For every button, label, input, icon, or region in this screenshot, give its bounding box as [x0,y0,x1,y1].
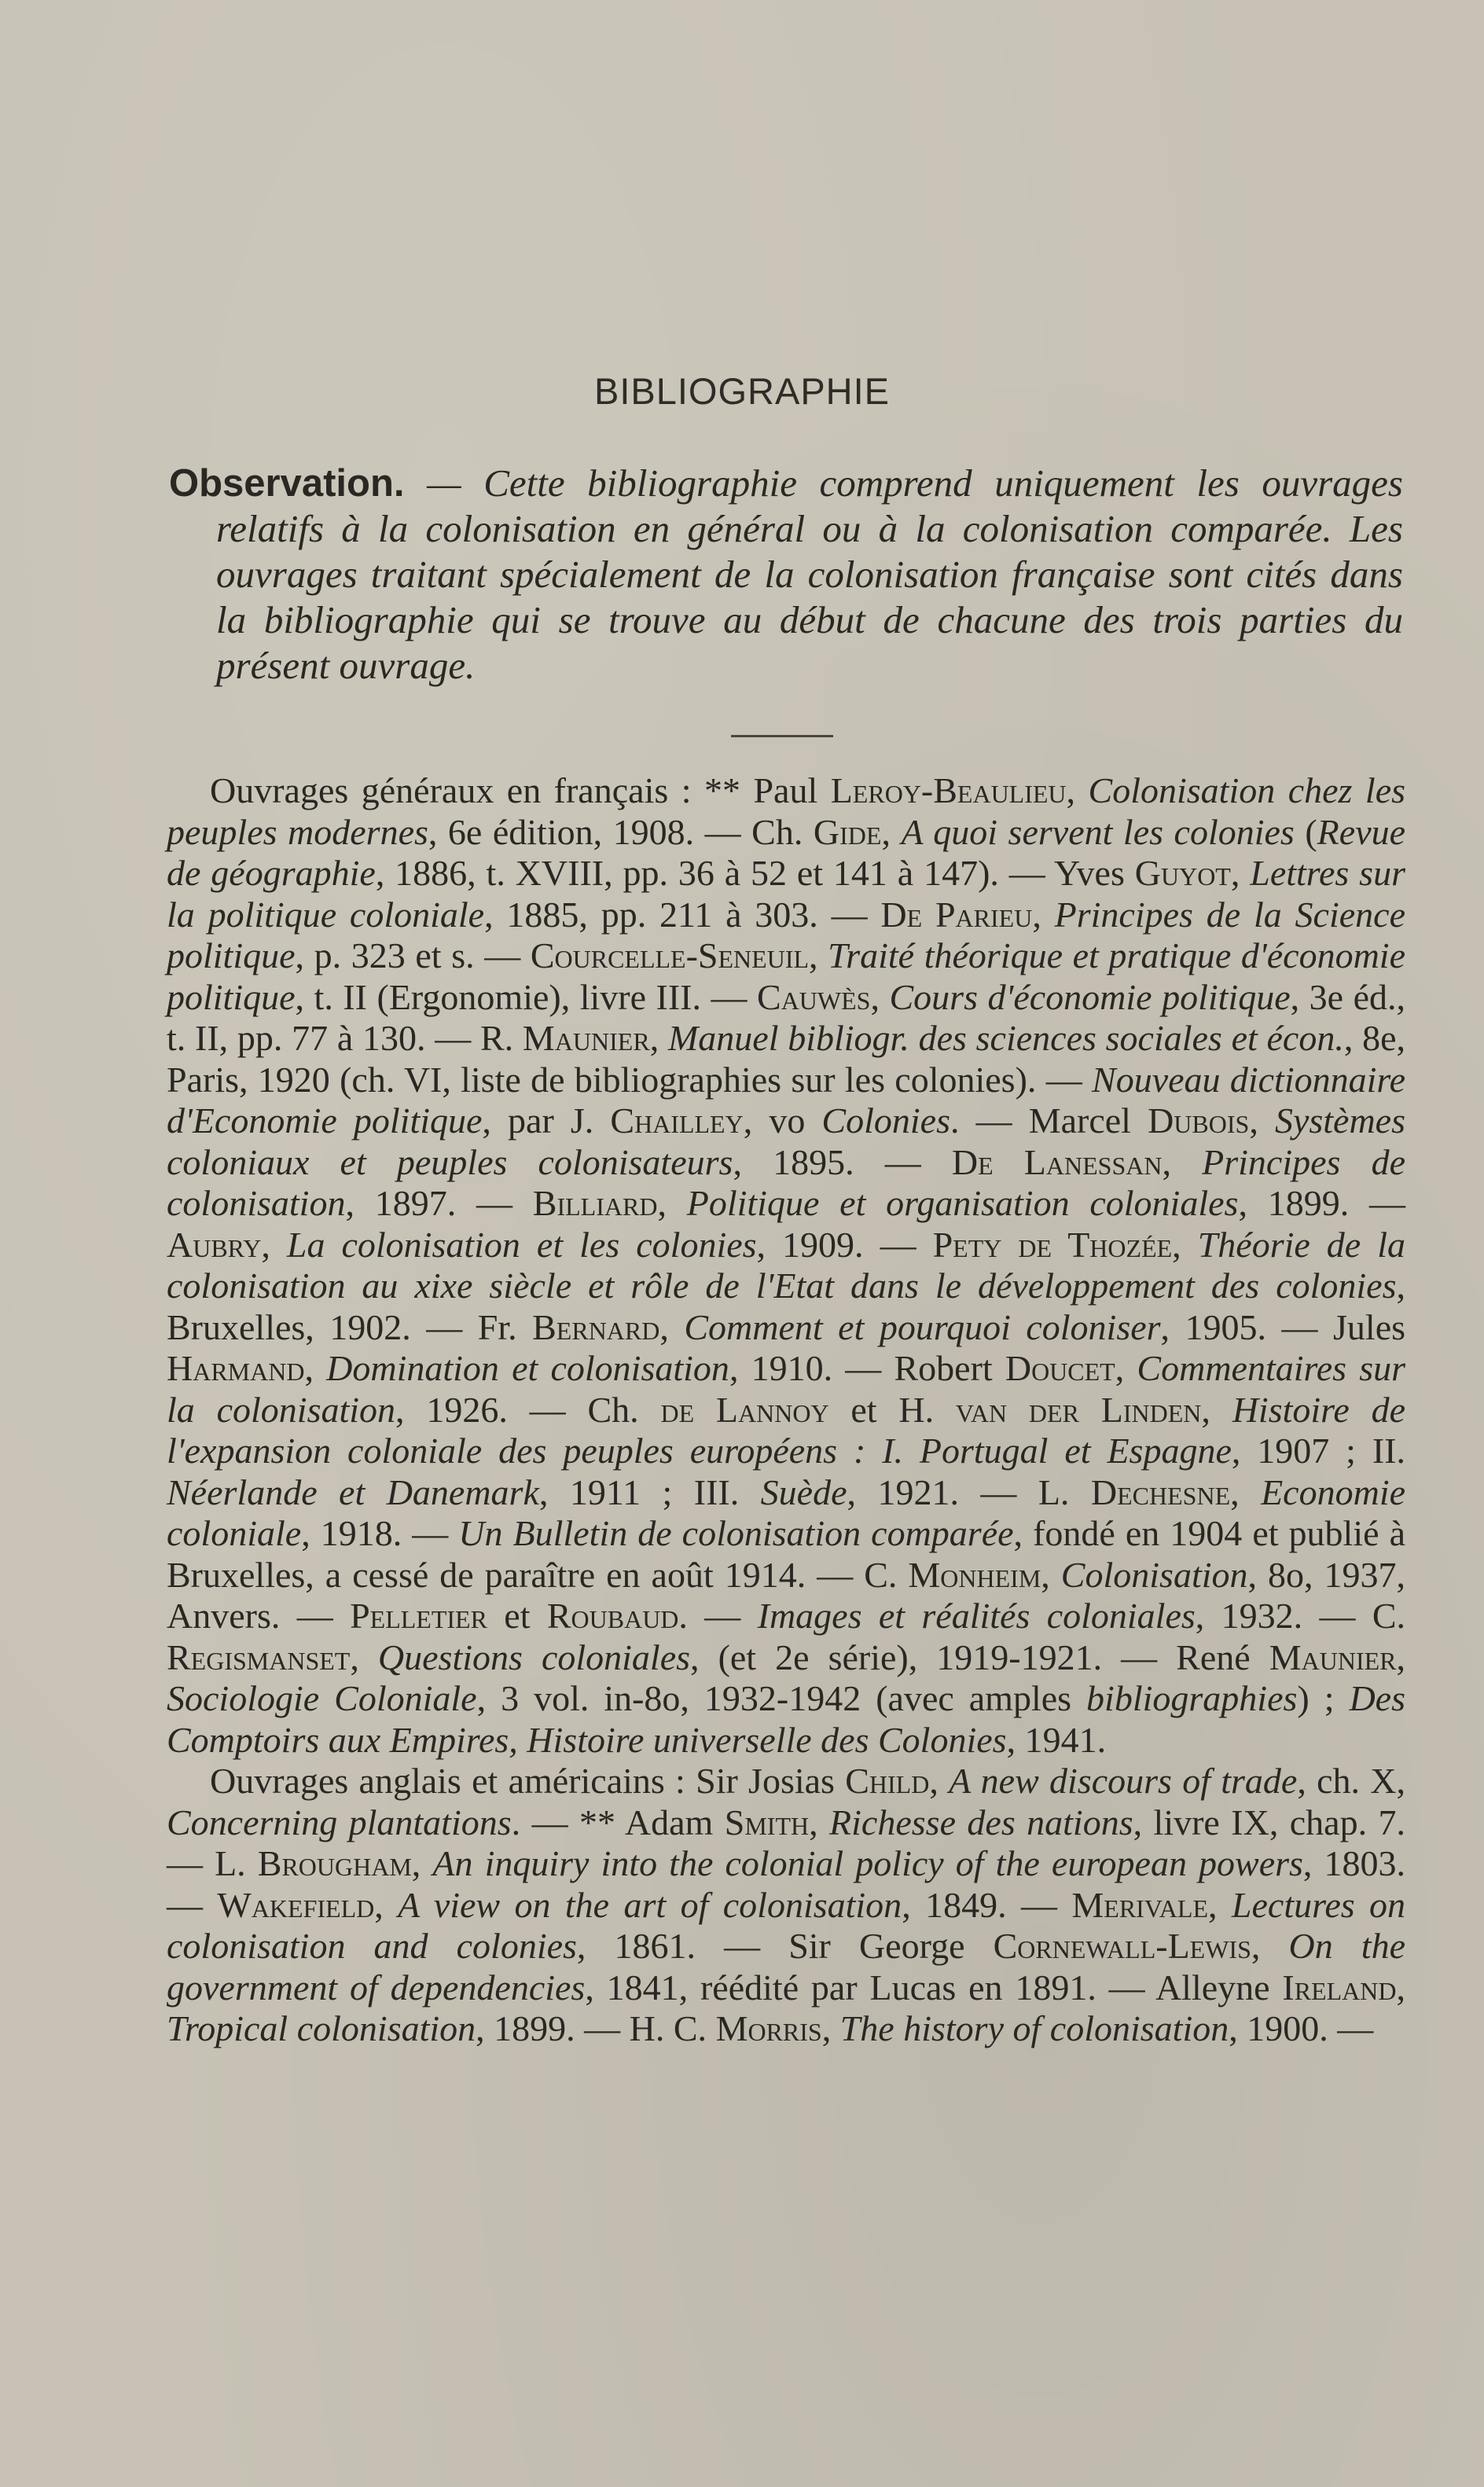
text-run: , 1918. — [301,1513,459,1553]
text-run: , 1899. — H. C. [476,2008,716,2048]
text-run: , 6e édition, 1908. — Ch. [428,811,814,852]
text-run: , vo [743,1100,822,1141]
text-run: , 3 vol. in-8o, 1932-1942 (avec amples [476,1678,1087,1718]
author-name: Leroy-Beaulieu [830,770,1067,810]
text-run: , ch. X, [1297,1761,1406,1801]
text-run: , [1032,894,1055,935]
work-title: Economie coloniale [167,1471,1406,1553]
text-run: , [261,1224,287,1265]
work-title: Sociologie Coloniale [167,1678,477,1718]
work-title: Tropical colonisation [167,2008,476,2048]
paragraph-french-works [167,770,1405,1761]
work-title: Suède [760,1471,847,1512]
author-name: Pelletier [350,1596,487,1636]
work-title: Systèmes coloniaux et peuples colonisateurs [167,1100,1405,1182]
work-title: La colonisation et les colonies [286,1224,757,1265]
page-heading: BIBLIOGRAPHIE [593,370,891,412]
text-run: , [1115,1348,1137,1388]
text-run: , [1162,1141,1203,1182]
text-run: , p. 323 et s. — [295,935,531,975]
text-run: , [1396,1637,1406,1677]
work-title: Histoire de l'expansion coloniale des peuples européens : I. Portugal et Espagne [167,1389,1405,1471]
text-run: , 1907 ; II. [1231,1431,1405,1471]
author-name: Pety de Thozée [932,1224,1173,1265]
text-run: , 1921. — L. [847,1471,1091,1512]
work-title: Richesse des nations [829,1802,1133,1842]
text-run: , [809,1802,830,1842]
author-name: Dechesne [1090,1471,1231,1512]
work-title: Commentaires sur la colonisation [167,1348,1406,1430]
text-run: , [411,1843,433,1883]
text-run: , Bruxelles, 1902. — Fr. [167,1266,1405,1347]
work-title: Cours d'économie politique [889,976,1291,1017]
author-name: Merivale [1071,1884,1209,1925]
text-run: , 1849. — [902,1884,1072,1925]
text-run: , 1900. — [1229,2008,1374,2048]
work-title: Comment et pourquoi coloniser [684,1306,1161,1347]
text-run: ( [1294,811,1317,852]
text-run: , [870,976,890,1017]
text-run: , 1895. — [733,1141,952,1182]
observation-lead: Observation. [169,462,405,505]
text-run: . — ** Adam [511,1802,725,1842]
author-name: Aubry [167,1224,262,1265]
author-name: Wakefield [217,1884,375,1925]
work-title: Lectures on colonisation and colonies [167,1884,1406,1966]
text-run: et H. [828,1389,956,1430]
work-title: Domination et colonisation [326,1348,729,1388]
work-title: Principes de la Science politique [167,894,1405,975]
author-name: Morris [715,2008,822,2048]
text-run: , 1932. — C. [1195,1596,1406,1636]
text-run: , [649,1018,668,1058]
section-divider [731,735,833,737]
author-name: Maunier [1269,1637,1397,1677]
work-title: An inquiry into the colonial policy of the european powers [432,1843,1303,1883]
author-name: de Lannoy [660,1389,829,1430]
text-run: , 1886, t. XVIII, pp. 36 à 52 et 141 à 147). — Yves [375,853,1135,893]
author-name: Courcelle-Seneuil [530,935,810,975]
text-run: , 1911 ; III. [538,1471,761,1512]
author-name: Roubaud [546,1596,679,1636]
work-title: Lettres sur la politique coloniale [167,853,1405,935]
work-title: Principes de colonisation [167,1141,1406,1223]
work-title: Des Comptoirs aux Empires, Histoire universelle des Colonies [167,1678,1405,1760]
text-run: , 1909. — [756,1224,933,1265]
text-run: , [659,1306,685,1347]
text-run: , [1208,1884,1232,1925]
text-run: , 1910. — Robert [729,1348,1005,1388]
text-run: , [1251,1926,1289,1966]
text-run: , [374,1884,399,1925]
text-run: , [1201,1389,1232,1430]
text-run: , [1396,1967,1405,2008]
work-title: Colonisation chez les peuples modernes [167,770,1406,852]
work-title: Colonisation [1060,1554,1248,1595]
author-name: Smith [724,1802,810,1842]
author-name: van der Linden [955,1389,1202,1430]
text-run: , [881,811,902,852]
author-name: Brougham [257,1843,412,1883]
text-run: , 1899. — [1238,1183,1405,1223]
text-run: , [821,2008,840,2048]
work-title: Manuel bibliogr. des sciences sociales et écon. [667,1018,1344,1058]
text-run: , [929,1761,950,1801]
text-run: , (et 2e série), 1919-1921. — René [690,1637,1269,1677]
author-name: De Lanessan [951,1141,1163,1182]
text-run: , [1172,1224,1198,1265]
work-title: Colonies [821,1100,950,1141]
author-name: Maunier [522,1018,650,1058]
author-name: Doucet [1005,1348,1115,1388]
work-title: Revue de géographie [167,811,1406,893]
text-run: , par J. [482,1100,611,1141]
text-run: , [350,1637,378,1677]
author-name: Harmand [167,1348,305,1388]
text-run: Ouvrages anglais et américains : Sir Josias [210,1761,846,1801]
work-title: Théorie de la colonisation au xixe siècle et rôle de l'Etat dans le développement des colonies [167,1224,1406,1306]
author-name: De Parieu [880,894,1033,935]
work-title: Traité théorique et pratique d'économie politique [167,935,1405,1017]
author-name: Regismanset [167,1637,351,1677]
work-title: The history of colonisation [839,2008,1229,2048]
text-run: , 1941. [1006,1719,1107,1760]
text-run: , t. II (Ergonomie), livre III. — [295,976,758,1017]
author-name: Cornewall-Lewis [993,1926,1251,1966]
work-title: Nouveau dictionnaire d'Economie politique [167,1059,1405,1141]
text-run: , [1066,770,1089,810]
text-run: , 3e éd., t. II, pp. 77 à 130. — R. [167,976,1405,1058]
work-title: Images et réalités coloniales [757,1596,1196,1636]
author-name: Bernard [532,1306,660,1347]
work-title: A new discours of trade [949,1761,1298,1801]
text-run: , 8e, Paris, 1920 (ch. VI, liste de bibliographies sur les colonies). — [167,1018,1405,1100]
text-run: Ouvrages généraux en français : ** Paul [210,770,831,810]
text-run: , 1861. — Sir George [576,1926,994,1966]
text-run: , fondé en 1904 et publié à Bruxelles, a cessé de paraître en août 1914. — C. [167,1513,1405,1595]
work-title: bibliographies [1086,1678,1298,1718]
text-run: , [304,1348,327,1388]
author-name: Child [845,1761,930,1801]
work-title: On the government of dependencies [167,1926,1405,2008]
text-run: , 1885, pp. 211 à 303. — [484,894,881,935]
author-name: Cauwès [757,976,871,1017]
text-run: , 1897. — [345,1183,533,1223]
text-run: , livre IX, chap. 7. — L. [167,1802,1406,1883]
text-run: , [1249,1100,1275,1141]
bibliography-body [167,770,1405,2050]
observation-note [169,461,1403,689]
work-title: Concerning plantations [167,1802,512,1842]
text-run: , [809,935,828,975]
paragraph-english-american-works [167,1761,1405,2050]
author-name: Monheim [908,1554,1041,1595]
author-name: Billiard [532,1183,658,1223]
text-run: et [487,1596,547,1636]
work-title: Néerlande et Danemark [167,1471,539,1512]
work-title: Politique et organisation coloniales [686,1183,1239,1223]
text-run: , [1230,1471,1262,1512]
author-name: Chailley [610,1100,744,1141]
observation-text: — Cette bibliographie comprend uniquement les ouvrages relatifs à la colonisation en général ou à la colonisation comparée. Les ouvrages traitant spécialement de la colonisation française sont cités dans la bibliographie qui se trouve au début de chacune des trois parties du présent ouvrage. [216,461,1403,687]
text-run: . — [678,1596,758,1636]
text-run: , 1841, réédité par Lucas en 1891. — Alleyne [585,1967,1283,2008]
text-run: , 8o, 1937, Anvers. — [167,1554,1406,1636]
text-run: , 1803. — [167,1843,1406,1925]
text-run: , 1926. — Ch. [395,1389,661,1430]
author-name: Ireland [1282,1967,1397,2008]
work-title: Un Bulletin de colonisation comparée [458,1513,1014,1553]
author-name: Gide [813,811,882,852]
text-run: , [657,1183,687,1223]
text-run: ) ; [1297,1678,1350,1718]
author-name: Dubois [1148,1100,1250,1141]
text-run: . — Marcel [950,1100,1148,1141]
work-title: Questions coloniales [377,1637,691,1677]
work-title: A view on the art of colonisation [398,1884,902,1925]
author-name: Guyot [1134,853,1231,893]
work-title: A quoi servent les colonies [901,811,1295,852]
text-run: , [1230,853,1251,893]
text-run: , [1041,1554,1061,1595]
text-run: , 1905. — Jules [1160,1306,1406,1347]
